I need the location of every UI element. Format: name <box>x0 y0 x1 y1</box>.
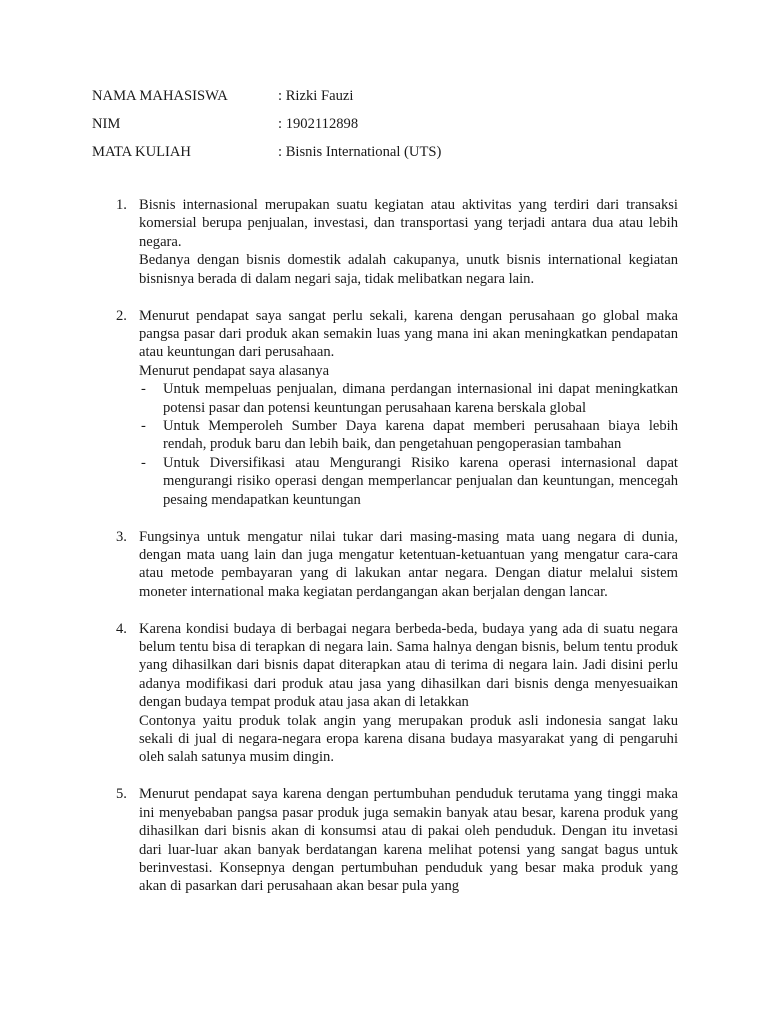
student-info-header <box>92 86 678 170</box>
answer-paragraph: Menurut pendapat saya alasanya <box>139 362 330 379</box>
answer-paragraph: Menurut pendapat saya karena dengan pertumbuhan penduduk terutama yang tinggi maka ini menyebaban pangsa pasar produk juga semakin banyak atau besar, karena produk yang dihasilkan dari bisnis akan di konsumsi atau di pakai oleh penduduk. Dengan itu invetasi dari luar-luar akan banyak berdatangan karena melihat potensi yang sangat bagus untuk berinvestasi. Konsepnya dengan pertumbuhan penduduk yang besar maka produk yang akan di pasarkan dari perusahaan akan besar pula yang <box>139 786 678 895</box>
answer-number: 5. <box>116 786 127 803</box>
course-value: : Bisnis International (UTS) <box>278 144 442 160</box>
reason-item <box>139 417 678 454</box>
answer-paragraph: Menurut pendapat saya sangat perlu sekali, karena dengan perusahaan go global maka pangsa pasar dari produk akan semakin luas yang mana ini akan meningkatkan pendapatan atau keuntungan dari perusahaan. <box>139 307 678 361</box>
reason-text: Untuk Diversifikasi atau Mengurangi Risiko karena operasi internasional dapat mengurangi risiko operasi dengan memperlancar penjualan dan keuntungan, mencegah pesaing mendapatkan keuntungan <box>163 454 678 508</box>
reason-text: Untuk mempeluas penjualan, dimana perdangan internasional ini dapat meningkatkan potensi pasar dan potensi keuntungan perusahaan karena berskala global <box>163 381 678 416</box>
dash-bullet: - <box>141 454 146 471</box>
course-label: MATA KULIAH <box>92 144 191 160</box>
answer-item-2 <box>92 307 678 509</box>
answer-number: 4. <box>116 620 127 637</box>
header-row-nim <box>92 114 678 142</box>
name-label: NAMA MAHASISWA <box>92 88 228 104</box>
name-value: : Rizki Fauzi <box>278 88 354 104</box>
header-row-name <box>92 86 678 114</box>
answer-list <box>92 196 678 896</box>
answer-number: 3. <box>116 528 127 545</box>
answer-paragraph: Bedanya dengan bisnis domestik adalah cakupanya, unutk bisnis international kegiatan bisnisnya berada di dalam negari saja, tidak melibatkan negara lain. <box>139 252 678 287</box>
answer-item-4 <box>92 620 678 767</box>
answer-item-5 <box>92 785 678 895</box>
answer-item-1 <box>92 196 678 288</box>
reason-text: Untuk Memperoleh Sumber Daya karena dapat memberi perusahaan biaya lebih rendah, produk baru dan lebih baik, dan pengetahuan pengoperasian tambahan <box>163 417 678 453</box>
reason-item <box>139 380 678 417</box>
nim-value: : 1902112898 <box>278 116 359 132</box>
answer-number: 1. <box>116 197 127 213</box>
dash-bullet: - <box>141 381 146 398</box>
answer-item-3 <box>92 528 678 602</box>
nim-label: NIM <box>92 116 121 132</box>
answer-number: 2. <box>116 307 127 324</box>
header-row-course <box>92 142 678 170</box>
answer-paragraph: Karena kondisi budaya di berbagai negara berbeda-beda, budaya yang ada di suatu negara belum tentu bisa di terapkan di negara lain. Sama halnya dengan bisnis, belum tentu produk yang dihasilkan dari bisnis dapat diterapkan atau di terima di negara lain. Jadi disini perlu adanya modifikasi dari produk atau jasa yang dihasilkan dari bisnis denga menyesuaikan dengan budaya tempat produk atau jasa akan di letakkan <box>139 620 678 711</box>
answer-paragraph: Fungsinya untuk mengatur nilai tukar dari masing-masing mata uang negara di dunia, dengan mata uang lain dan juga mengatur ketentuan-ketuantuan yang mengatur cara-cara atau metode pembayaran yang di lakukan antar negara. Dengan diatur melalui sistem moneter international maka kegiatan perdangangan akan berjalan dengan lancar. <box>139 528 678 600</box>
dash-bullet: - <box>141 417 146 434</box>
reason-list <box>139 380 678 509</box>
reason-item <box>139 454 678 509</box>
answer-paragraph: Bisnis internasional merupakan suatu kegiatan atau aktivitas yang terdiri dari transaksi komersial berupa penjualan, investasi, dan transportasi yang terjadi antara dua atau lebih negara. <box>139 197 678 250</box>
answer-paragraph: Contonya yaitu produk tolak angin yang merupakan produk asli indonesia sangat laku sekali di jual di negara-negara eropa karena disana budaya masyarakat yang di pengaruhi oleh salah satunya musim dingin. <box>139 712 678 766</box>
